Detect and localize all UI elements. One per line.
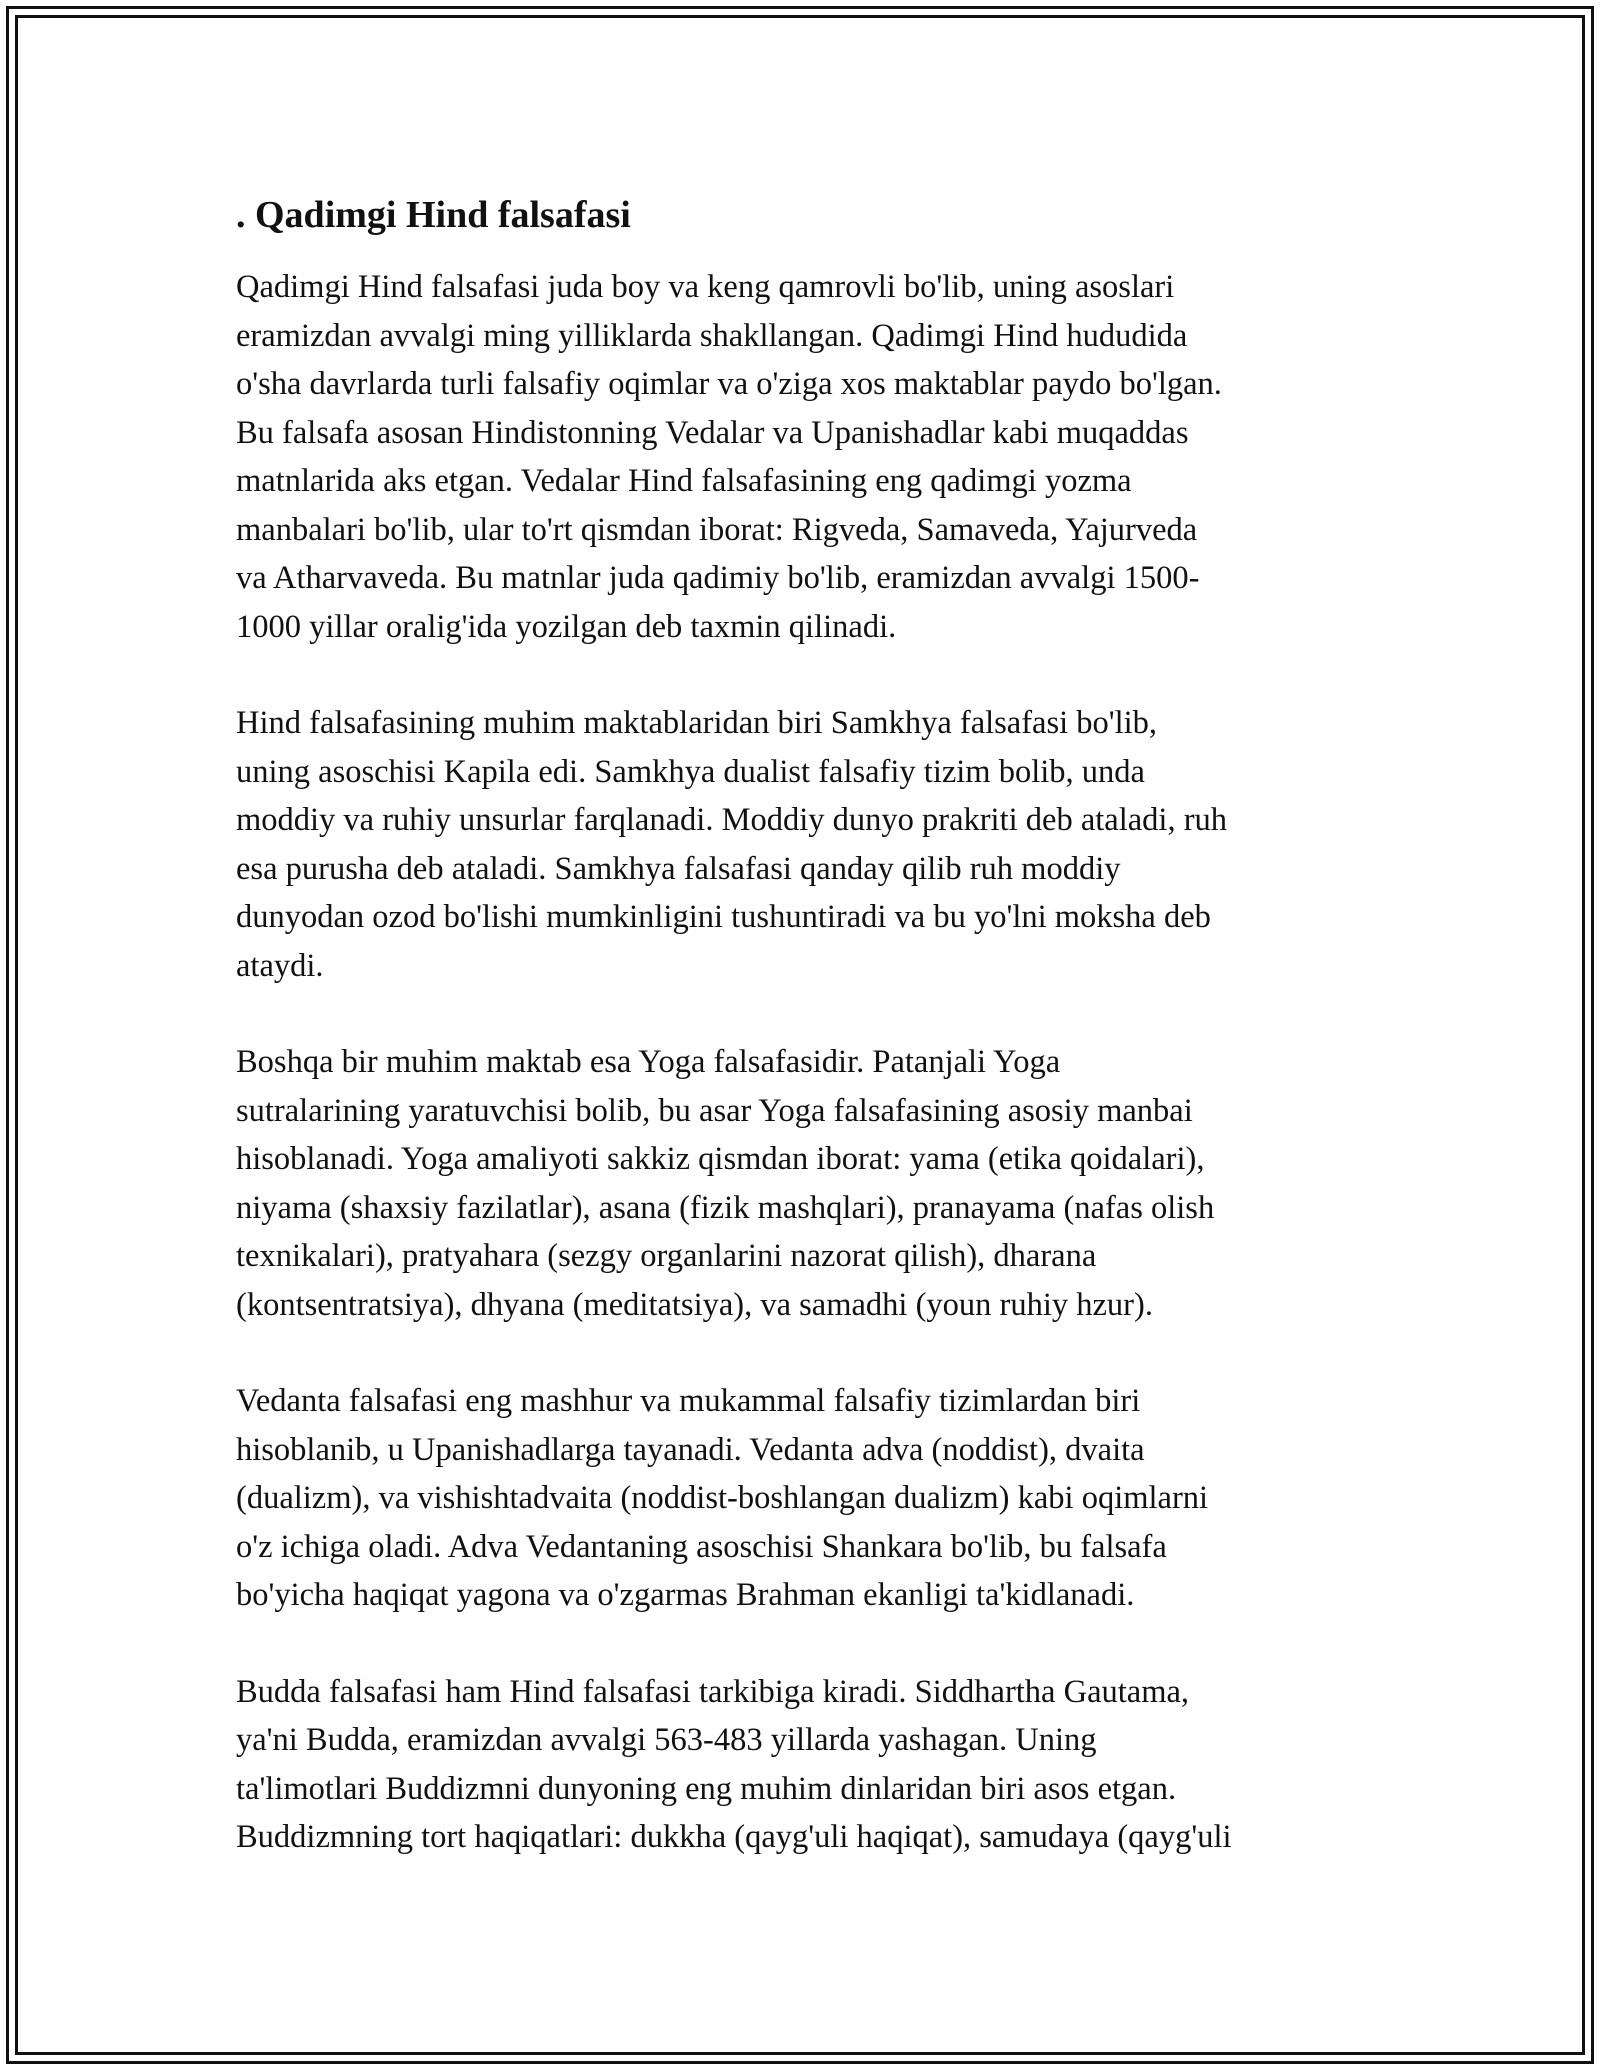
text-line: dunyodan ozod bo'lishi mumkinligini tushuntiradi va bu yo'lni moksha deb <box>236 899 1211 935</box>
text-line: Budda falsafasi ham Hind falsafasi tarkibiga kiradi. Siddhartha Gautama, <box>236 1673 1190 1710</box>
text-line: Hind falsafasining muhim maktablaridan biri Samkhya falsafasi bo'lib, <box>236 705 1158 741</box>
text-line: Qadimgi Hind falsafasi juda boy va keng qamrovli bo'lib, uning asoslari <box>236 269 1175 305</box>
text-line: (kontsentratsiya), dhyana (meditatsiya), va samadhi (youn ruhiy hzur). <box>236 1286 1153 1323</box>
page-title: . Qadimgi Hind falsafasi <box>236 194 631 236</box>
text-line: sutralarining yaratuvchisi bolib, bu asar Yoga falsafasining asosiy manbai <box>236 1092 1193 1129</box>
text-line: va Atharvaveda. Bu matnlar juda qadimiy bo'lib, eramizdan avvalgi 1500- <box>236 560 1200 596</box>
text-line: o'sha davrlarda turli falsafiy oqimlar va o'ziga xos maktablar paydo bo'lgan. <box>236 366 1222 402</box>
text-line: niyama (shaxsiy fazilatlar), asana (fizik mashqlari), pranayama (nafas olish <box>236 1189 1215 1226</box>
text-line: manbalari bo'lib, ular to'rt qismdan iborat: Rigveda, Samaveda, Yajurveda <box>236 511 1198 548</box>
text-line: o'z ichiga oladi. Adva Vedantaning asoschisi Shankara bo'lib, bu falsafa <box>236 1528 1167 1565</box>
paragraph-vedanta <box>236 1377 1366 1620</box>
text-line: 1000 yillar oralig'ida yozilgan deb taxmin qilinadi. <box>236 608 897 645</box>
text-line: bo'yicha haqiqat yagona va o'zgarmas Brahman ekanligi ta'kidlanadi. <box>236 1577 1135 1613</box>
paragraph-introduction <box>236 263 1366 651</box>
text-line: Vedanta falsafasi eng mashhur va mukammal falsafiy tizimlardan biri <box>236 1383 1141 1419</box>
paragraph-yoga <box>236 1038 1366 1329</box>
text-line: ta'limotlari Buddizmni dunyoning eng muhim dinlaridan biri asos etgan. <box>236 1770 1177 1807</box>
text-line: uning asoschisi Kapila edi. Samkhya dualist falsafiy tizim bolib, unda <box>236 753 1145 790</box>
text-line: moddiy va ruhiy unsurlar farqlanadi. Moddiy dunyo prakriti deb ataladi, ruh <box>236 802 1228 838</box>
text-line: matnlarida aks etgan. Vedalar Hind falsafasining eng qadimgi yozma <box>236 463 1132 499</box>
paragraph-samkhya <box>236 699 1366 990</box>
paragraph-buddhism <box>236 1668 1366 1862</box>
text-line: Buddizmning tort haqiqatlari: dukkha (qayg'uli haqiqat), samudaya (qayg'uli <box>236 1819 1232 1855</box>
text-line: (dualizm), va vishishtadvaita (noddist-boshlangan dualizm) kabi oqimlarni <box>236 1480 1209 1516</box>
text-line: texnikalari), pratyahara (sezgy organlarini nazorat qilish), dharana <box>236 1238 1097 1274</box>
text-line: esa purusha deb ataladi. Samkhya falsafasi qanday qilib ruh moddiy <box>236 850 1121 887</box>
document-body <box>236 185 1366 1910</box>
text-line: hisoblanadi. Yoga amaliyoti sakkiz qismdan iborat: yama (etika qoidalari), <box>236 1141 1205 1177</box>
text-line: Bu falsafa asosan Hindistonning Vedalar va Upanishadlar kabi muqaddas <box>236 414 1189 451</box>
text-line: Boshqa bir muhim maktab esa Yoga falsafasidir. Patanjali Yoga <box>236 1044 1061 1080</box>
text-line: hisoblanib, u Upanishadlarga tayanadi. Vedanta adva (noddist), dvaita <box>236 1431 1145 1468</box>
text-line: ataydi. <box>236 947 324 984</box>
text-line: ya'ni Budda, eramizdan avvalgi 563-483 yillarda yashagan. Uning <box>236 1722 1097 1758</box>
text-line: eramizdan avvalgi ming yilliklarda shakllangan. Qadimgi Hind hududida <box>236 317 1188 354</box>
